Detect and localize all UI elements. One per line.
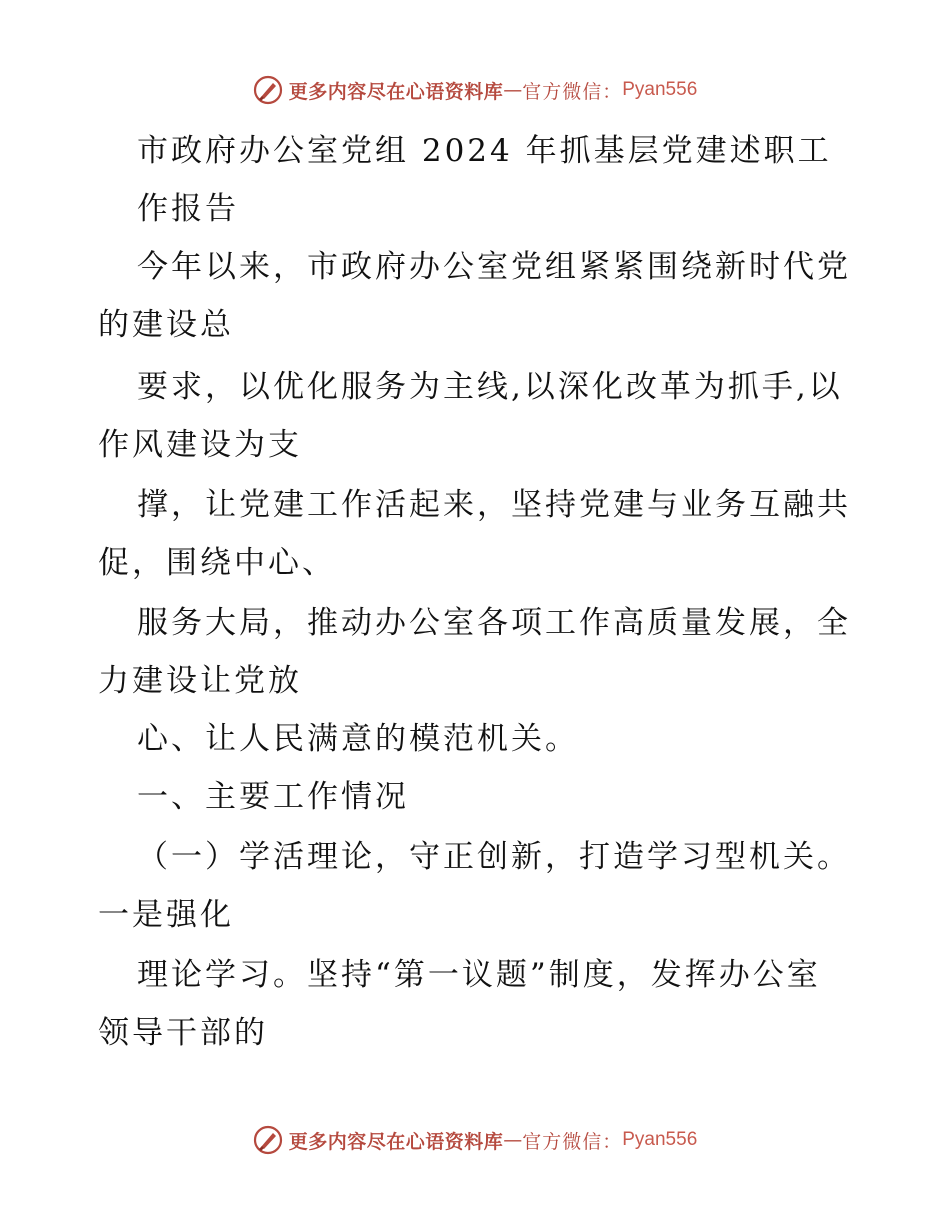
watermark-footer — [0, 1120, 950, 1160]
pen-logo-icon — [253, 75, 283, 105]
paragraph-line: 撑，让党建工作活起来，坚持党建与业务互融共 — [137, 487, 851, 523]
paragraph-line: 领导干部的 — [98, 1015, 268, 1051]
watermark-wechat-id: Pyan556 — [622, 1129, 698, 1150]
title-line-1: 市政府办公室党组 2024 年抓基层党建述职工 — [137, 133, 832, 169]
paragraph-line: 一是强化 — [98, 897, 234, 933]
paragraph-line: 力建设让党放 — [98, 663, 302, 699]
watermark-main-text: 更多内容尽在心语资料库 — [288, 80, 504, 103]
paragraph-line: 心、让人民满意的模范机关。 — [137, 721, 579, 757]
paragraph-line: 要求，以优化服务为主线,以深化改革为抓手,以 — [137, 369, 843, 405]
watermark-wechat-label: 官方微信： — [522, 1130, 623, 1153]
paragraph-line: 的建设总 — [98, 307, 234, 343]
watermark-wechat-id: Pyan556 — [622, 79, 698, 100]
watermark-separator: — — [503, 79, 523, 101]
watermark-separator: — — [503, 1129, 523, 1151]
paragraph-line: 今年以来，市政府办公室党组紧紧围绕新时代党 — [137, 249, 851, 285]
title-line-2: 作报告 — [137, 191, 239, 227]
watermark-wechat-label: 官方微信： — [522, 80, 623, 103]
section-heading: 一、主要工作情况 — [137, 779, 409, 815]
paragraph-line: 作风建设为支 — [98, 427, 302, 463]
paragraph-line: 促，围绕中心、 — [98, 545, 336, 581]
watermark-main-text: 更多内容尽在心语资料库 — [288, 1130, 504, 1153]
paragraph-line: 服务大局，推动办公室各项工作高质量发展，全 — [137, 605, 851, 641]
watermark-header — [0, 70, 950, 110]
paragraph-line: 理论学习。坚持“第一议题”制度，发挥办公室 — [137, 957, 821, 993]
pen-logo-icon — [253, 1125, 283, 1155]
subsection-line: （一）学活理论，守正创新，打造学习型机关。 — [137, 839, 851, 875]
